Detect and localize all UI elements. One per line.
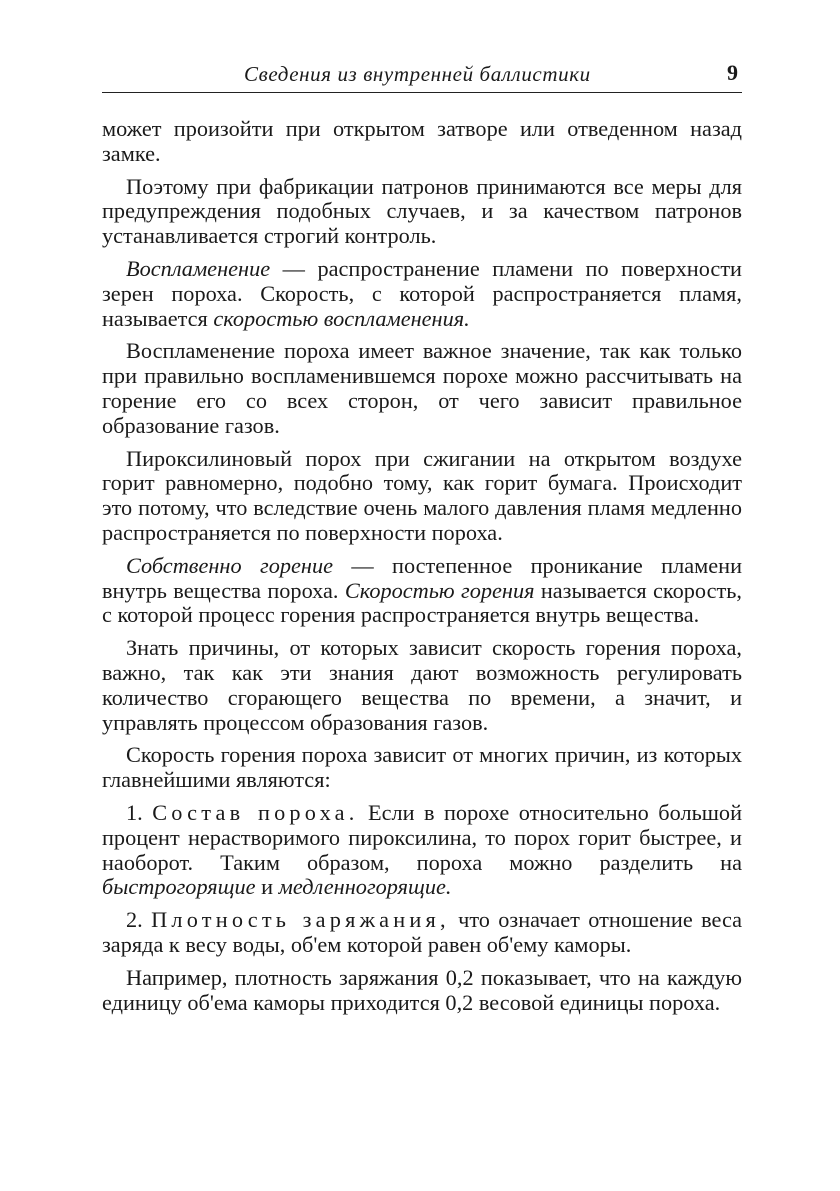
term-burning-speed: Скоростью горения bbox=[344, 577, 535, 603]
paragraph-2 bbox=[102, 175, 742, 249]
paragraph-text: Воспламенение пороха имеет важное значение, так как только при правильно воспламенившемся порохе можно рассчитывать на горение его со всех сторон, от чего зависит правильное образование газов. bbox=[102, 338, 742, 438]
paragraph-text: — распространение пламени по поверхности зерен пороха. Скорость, с которой распространяется пламя, называется bbox=[102, 255, 742, 331]
paragraph-text: Пироксилиновый порох при сжигании на открытом воздухе горит равномерно, подобно тому, как горит бумага. Происходит это потому, что вследствие очень малого давления пламя медленно распространяется по поверхности пороха. bbox=[102, 445, 742, 545]
paragraph-text: Скорость горения пороха зависит от многих причин, из которых главнейшими являются: bbox=[102, 742, 742, 793]
book-page bbox=[102, 58, 742, 1023]
page-number: 9 bbox=[727, 60, 738, 85]
term-slow-burning: медленногорящие. bbox=[278, 874, 452, 900]
paragraph-text: Например, плотность заряжания 0,2 показывает, что на каждую единицу об'ема каморы приходится 0,2 весовой единицы пороха. bbox=[102, 964, 742, 1015]
list-number: 2. bbox=[126, 907, 152, 933]
paragraph-text: Если в порохе относительно большой процент нерастворимого пироксилина, то порох горит быстрее, и наоборот. Таким образом, пороха можно разделить на bbox=[102, 799, 742, 875]
list-heading-composition: Состав пороха. bbox=[152, 799, 359, 825]
paragraph-8 bbox=[102, 743, 742, 793]
term-ignition-speed: скоростью воспламенения. bbox=[213, 305, 470, 331]
paragraph-ignition bbox=[102, 257, 742, 331]
paragraph-4 bbox=[102, 339, 742, 438]
term-burning: Собственно горение bbox=[126, 552, 334, 578]
term-fast-burning: быстрогорящие bbox=[102, 874, 256, 900]
running-title: Сведения из внутренней баллистики bbox=[244, 62, 591, 86]
paragraph-text: и bbox=[255, 874, 279, 900]
paragraph-text: — постепенное проникание пламени внутрь вещества пороха. bbox=[102, 552, 743, 603]
term-ignition: Воспламенение bbox=[126, 255, 271, 281]
paragraph-11 bbox=[102, 966, 742, 1016]
list-item-density bbox=[102, 908, 742, 958]
paragraph-text: называется скорость, с которой процесс горения распространяется внутрь вещества. bbox=[102, 577, 743, 628]
list-heading-density: Плотность заряжания, bbox=[151, 907, 450, 933]
list-number: 1. bbox=[126, 799, 153, 825]
paragraph-1 bbox=[102, 117, 742, 167]
paragraph-text: Знать причины, от которых зависит скорость горения пороха, важно, так как эти знания дают возможность регулировать количество сгорающего вещества по времени, а значит, и управлять процессом образования газов. bbox=[102, 635, 742, 735]
paragraph-text: может произойти при открытом затворе или отведенном назад замке. bbox=[102, 116, 742, 166]
body-text bbox=[102, 117, 742, 1015]
running-header bbox=[102, 58, 742, 93]
paragraph-7 bbox=[102, 636, 742, 735]
paragraph-burning bbox=[102, 554, 742, 628]
paragraph-text: Поэтому при фабрикации патронов принимаются все меры для предупреждения подобных случаев, и за качеством патронов устанавливается строгий контроль. bbox=[102, 173, 742, 249]
paragraph-5 bbox=[102, 447, 742, 546]
list-item-composition bbox=[102, 801, 742, 900]
paragraph-text: что означает отношение веса заряда к весу воды, об'ем которой равен об'ему каморы. bbox=[102, 907, 743, 957]
